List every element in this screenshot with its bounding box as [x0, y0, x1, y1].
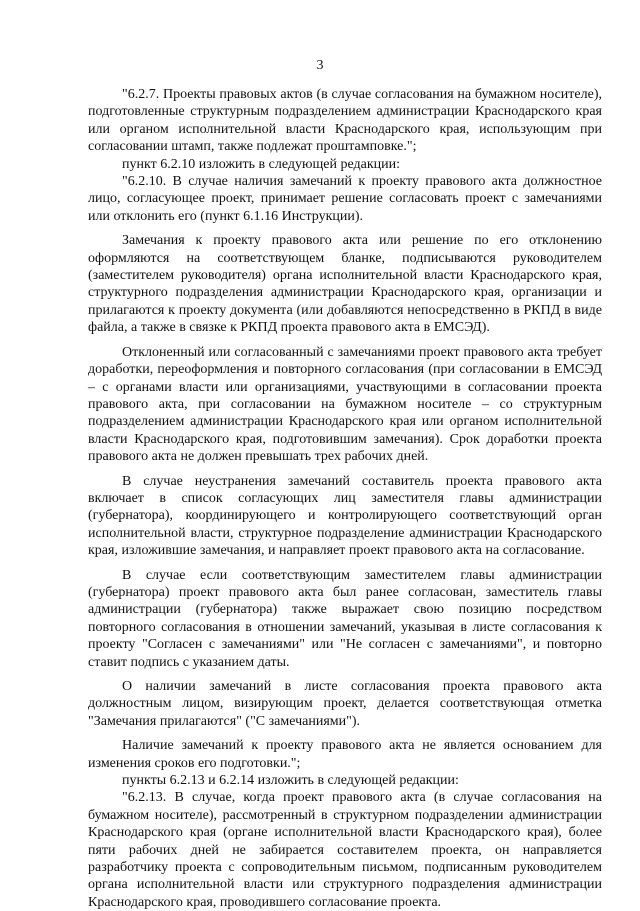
paragraph-remarks-form: Замечания к проекту правового акта или решение по его отклонению оформляются на соответствующем бланке, подписываются руководителем (заместителем руководителя) органа исполнительной власти Краснодарского края, структурного подразделения администрации Краснодарского края, организации и прилагаются к проекту документа (или добавляются непосредственно в РКПД в виде файла, а также в связке к РКПД проекта правового акта в ЕМСЭД).: [88, 233, 602, 336]
document-body: [88, 86, 602, 911]
paragraph-unresolved-remarks: В случае неустранения замечаний составитель проекта правового акта включает в список согласующих лиц заместителя главы администрации (губернатора), координирующего и контролирующего соответствующий орган исполнительной власти, структурное подразделение администрации Краснодарского края, изложившие замечания, и направляет проект правового акта на согласование.: [88, 473, 602, 559]
paragraph-6-2-10: "6.2.10. В случае наличия замечаний к проекту правового акта должностное лицо, согласующее проект, принимает решение согласовать проект с замечаниями или отклонить его (пункт 6.1.16 Инструкции).: [88, 174, 602, 224]
paragraph-instruction-6-2-10: пункт 6.2.10 изложить в следующей редакции:: [122, 156, 400, 172]
paragraph-6-2-7: "6.2.7. Проекты правовых актов (в случае согласования на бумажном носителе), подготовленные структурным подразделением администрации Краснодарского края или органом исполнительной власти Краснодарского края, использующим при согласовании штамп, также подлежат проштамповке.";: [88, 87, 602, 155]
paragraph-instruction-6-2-13: пункты 6.2.13 и 6.2.14 изложить в следующей редакции:: [122, 773, 459, 789]
page-number: 3: [316, 58, 324, 73]
paragraph-remarks-mark: О наличии замечаний в листе согласования проекта правового акта должностным лицом, визирующим проект, делается соответствующая отметка "Замечания прилагаются" ("С замечаниями").: [88, 679, 602, 729]
paragraph-deadlines: Наличие замечаний к проекту правового акта не является основанием для изменения сроков его подготовки.";: [88, 738, 602, 771]
paragraph-rejected-project: Отклоненный или согласованный с замечаниями проект правового акта требует доработки, переоформления и повторного согласования (при согласовании в ЕМСЭД – с органами власти или организациями, участвующими в согласовании проекта правового акта, при согласовании на бумажном носителе – со структурным подразделением администрации Краснодарского края или органом исполнительной власти Краснодарского края, подготовившим замечания). Срок доработки проекта правового акта не должен превышать трех рабочих дней.: [88, 344, 602, 465]
paragraph-deputy-approval: В случае если соответствующим заместителем главы администрации (губернатора) проект правового акта был ранее согласован, заместитель главы администрации (губернатора) также выражает свою позицию посредством повторного согласования в отношении замечаний, указывая в листе согласования к проекту "Согласен с замечаниями" или "Не согласен с замечаниями", и повторно ставит подпись с указанием даты.: [88, 567, 602, 670]
paragraph-6-2-13: "6.2.13. В случае, когда проект правового акта (в случае согласования на бумажном носителе), рассмотренный в структурном подразделении администрации Краснодарского края (органе исполнительной власти Краснодарского края), более пяти рабочих дней не забирается составителем проекта, он направляется разработчику проекта с сопроводительным письмом, подписанным руководителем органа исполнительной власти или структурного подразделения администрации Краснодарского края, проводившего согласование проекта.: [88, 790, 602, 910]
